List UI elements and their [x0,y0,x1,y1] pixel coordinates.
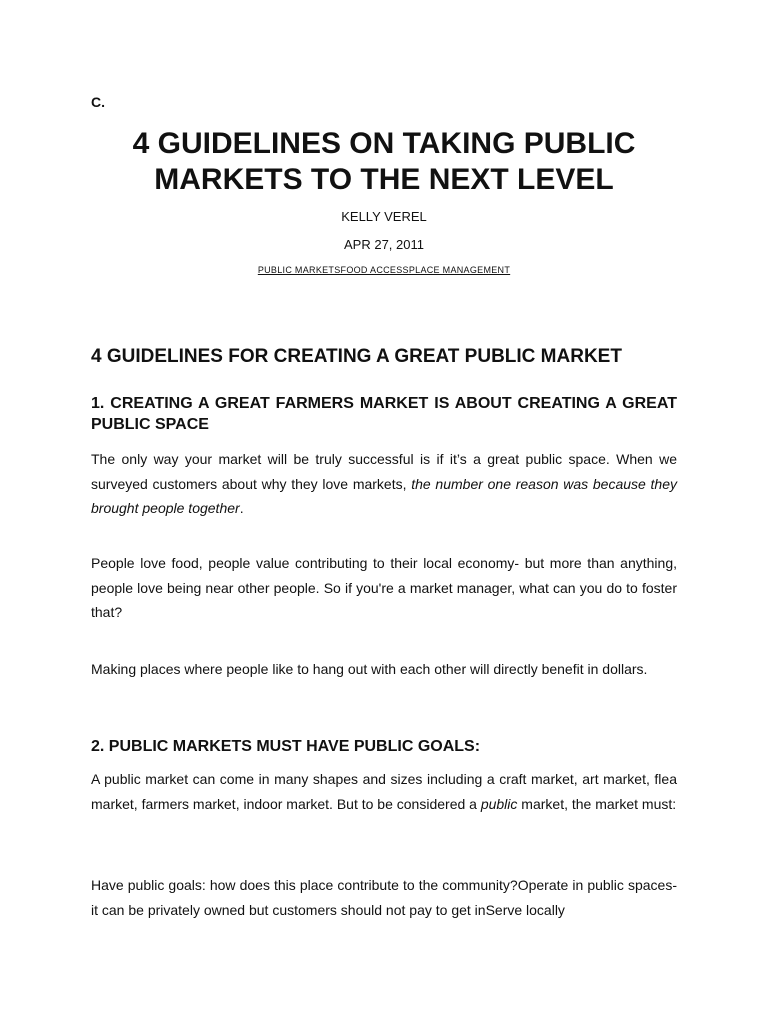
section2-p1-end: market, the market must: [517,795,677,812]
main-heading: 4 GUIDELINES FOR CREATING A GREAT PUBLIC MARKET [91,346,622,367]
author-name: KELLY VEREL [341,209,427,224]
section1-paragraph-3: Making places where people like to hang out with each other will directly benefit in dollars. [91,661,648,677]
section1-heading: 1. CREATING A GREAT FARMERS MARKET IS ABOUT CREATING A GREAT PUBLIC SPACE [91,395,677,433]
section-letter: C. [91,94,105,110]
section2-heading: 2. PUBLIC MARKETS MUST HAVE PUBLIC GOALS: [91,738,481,755]
section2-paragraph-2: Have public goals: how does this place contribute to the community?Operate in public spaces- it can be privately owned but customers should not pay to get inServe locally [91,877,677,918]
section1-paragraph-2: People love food, people value contributing to their local economy- but more than anything, people love being near other people. So if you're a market manager, what can you do to foster that? [91,555,677,620]
section2-paragraph-1 [91,767,677,816]
publish-date: APR 27, 2011 [344,237,424,252]
section1-p1-end: . [239,500,244,516]
section1-p1-italic: the number one reason was because they brought people together [91,475,677,516]
document-title: 4 GUIDELINES ON TAKING PUBLIC MARKETS TO THE NEXT LEVEL [132,127,636,196]
section2-p1-text: A public market can come in many shapes and sizes including a craft market, art market, flea market, farmers market, indoor market. But to be considered a [91,771,677,812]
category-tags-link[interactable]: PUBLIC MARKETSFOOD ACCESSPLACE MANAGEMENT [257,265,511,275]
section1-p1-text: The only way your market will be truly successful is if it’s a great public space. When we surveyed customers about why they love markets, [91,451,677,492]
section1-paragraph-1 [91,447,677,521]
section2-p1-italic: public [480,795,518,812]
